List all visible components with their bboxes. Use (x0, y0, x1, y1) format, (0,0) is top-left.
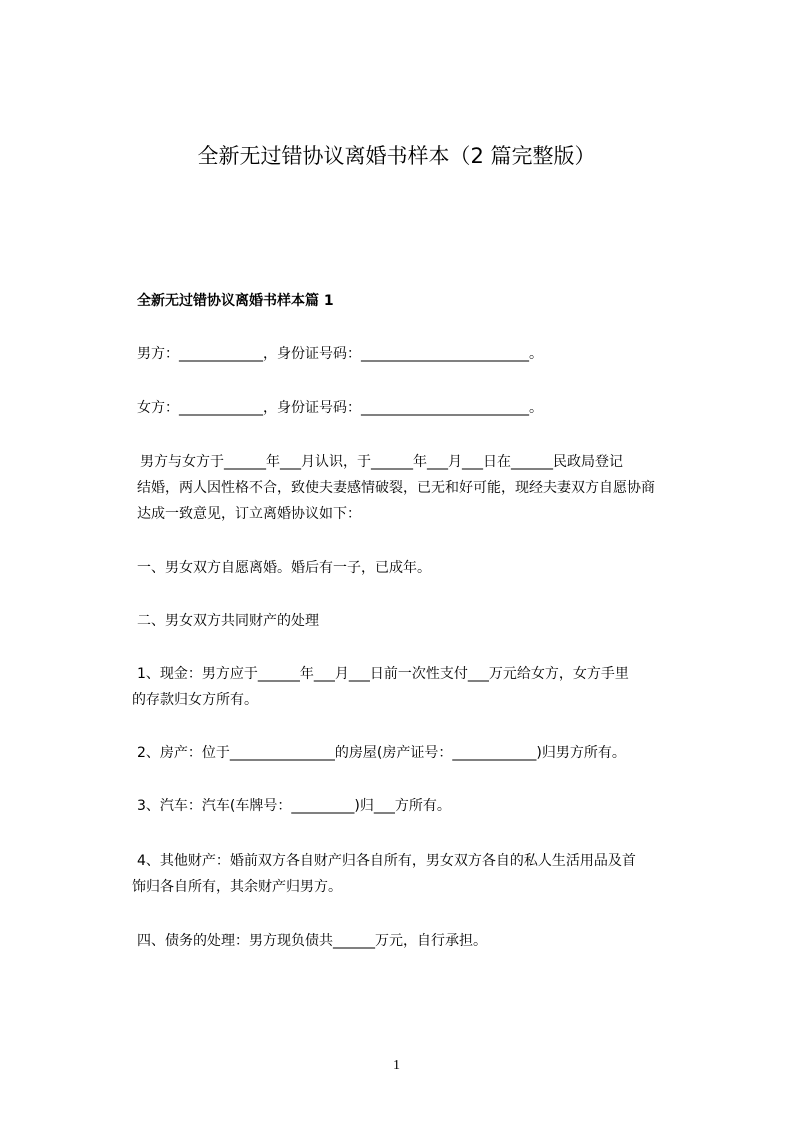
intro-paragraph-line-3: 达成一致意见，订立离婚协议如下： (137, 506, 361, 522)
other-property-line-1: 4、其他财产：婚前双方各自财产归各自所有，男女双方各自的私人生活用品及首 (137, 853, 636, 869)
document-title: 全新无过错协议离婚书样本（2 篇完整版） (197, 144, 596, 168)
page-number: 1 (393, 1058, 400, 1073)
house-clause: 2、房产：位于_______________的房屋(房产证号：____________)归男方所有。 (137, 745, 626, 761)
clause-1: 一、男女双方自愿离婚。婚后有一子，已成年。 (137, 560, 431, 576)
male-party-line: 男方：____________，身份证号码：________________________。 (137, 346, 543, 362)
female-party-line: 女方：____________，身份证号码：________________________。 (137, 400, 543, 416)
section-heading: 全新无过错协议离婚书样本篇 1 (137, 293, 334, 309)
cash-clause-line-2: 的存款归女方所有。 (132, 692, 258, 708)
intro-paragraph-line-2: 结婚，两人因性格不合，致使夫妻感情破裂，已无和好可能，现经夫妻双方自愿协商 (137, 480, 655, 496)
cash-clause-line-1: 1、现金：男方应于______年___月___日前一次性支付___万元给女方，女方手里 (137, 666, 629, 682)
car-clause: 3、汽车：汽车(车牌号：_________)归___方所有。 (137, 798, 451, 814)
debt-clause: 四、债务的处理：男方现负债共______万元，自行承担。 (137, 933, 487, 949)
clause-2: 二、男女双方共同财产的处理 (137, 613, 319, 629)
other-property-line-2: 饰归各自所有，其余财产归男方。 (132, 879, 342, 895)
intro-paragraph-line-1: 男方与女方于______年___月认识，于______年___月___日在______民政局登记 (140, 454, 623, 470)
